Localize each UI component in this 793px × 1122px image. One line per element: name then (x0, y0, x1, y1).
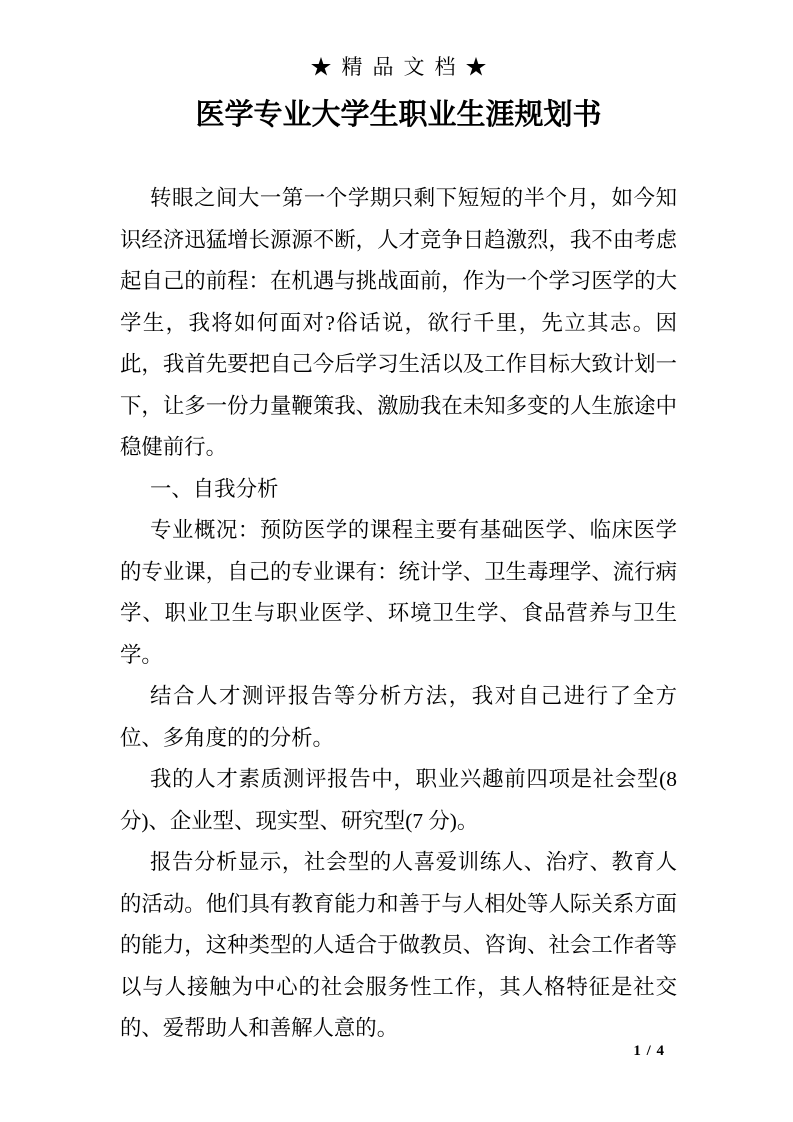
section-heading: 一、自我分析 (150, 476, 279, 501)
paragraph: 结合人才测评报告等分析方法，我对自己进行了全方位、多角度的的分析。 (120, 684, 677, 750)
paragraph: 我的人才素质测评报告中，职业兴趣前四项是社会型(8 分)、企业型、现实型、研究型(7 分)。 (120, 767, 677, 833)
paragraph: 专业概况：预防医学的课程主要有基础医学、临床医学的专业课，自己的专业课有：统计学、卫生毒理学、流行病学、职业卫生与职业医学、环境卫生学、食品营养与卫生学。 (120, 518, 677, 667)
document-body (120, 178, 677, 1050)
page-watermark: ★精品文档★ (310, 55, 497, 79)
paragraph: 报告分析显示，社会型的人喜爱训练人、治疗、教育人的活动。他们具有教育能力和善于与人相处等人际关系方面的能力，这种类型的人适合于做教员、咨询、社会工作者等以与人接触为中心的社会服务性工作，其人格特征是社交的、爱帮助人和善解人意的。 (120, 850, 677, 1040)
page-number: 1 / 4 (633, 1043, 665, 1059)
document-title: 医学专业大学生职业生涯规划书 (195, 99, 602, 131)
paragraph: 转眼之间大一第一个学期只剩下短短的半个月，如今知识经济迅猛增长源源不断，人才竞争日趋激烈，我不由考虑起自己的前程：在机遇与挑战面前，作为一个学习医学的大学生，我将如何面对?俗话说，欲行千里，先立其志。因此，我首先要把自己今后学习生活以及工作目标大致计划一下，让多一份力量鞭策我、激励我在未知多变的人生旅途中稳健前行。 (120, 186, 677, 459)
